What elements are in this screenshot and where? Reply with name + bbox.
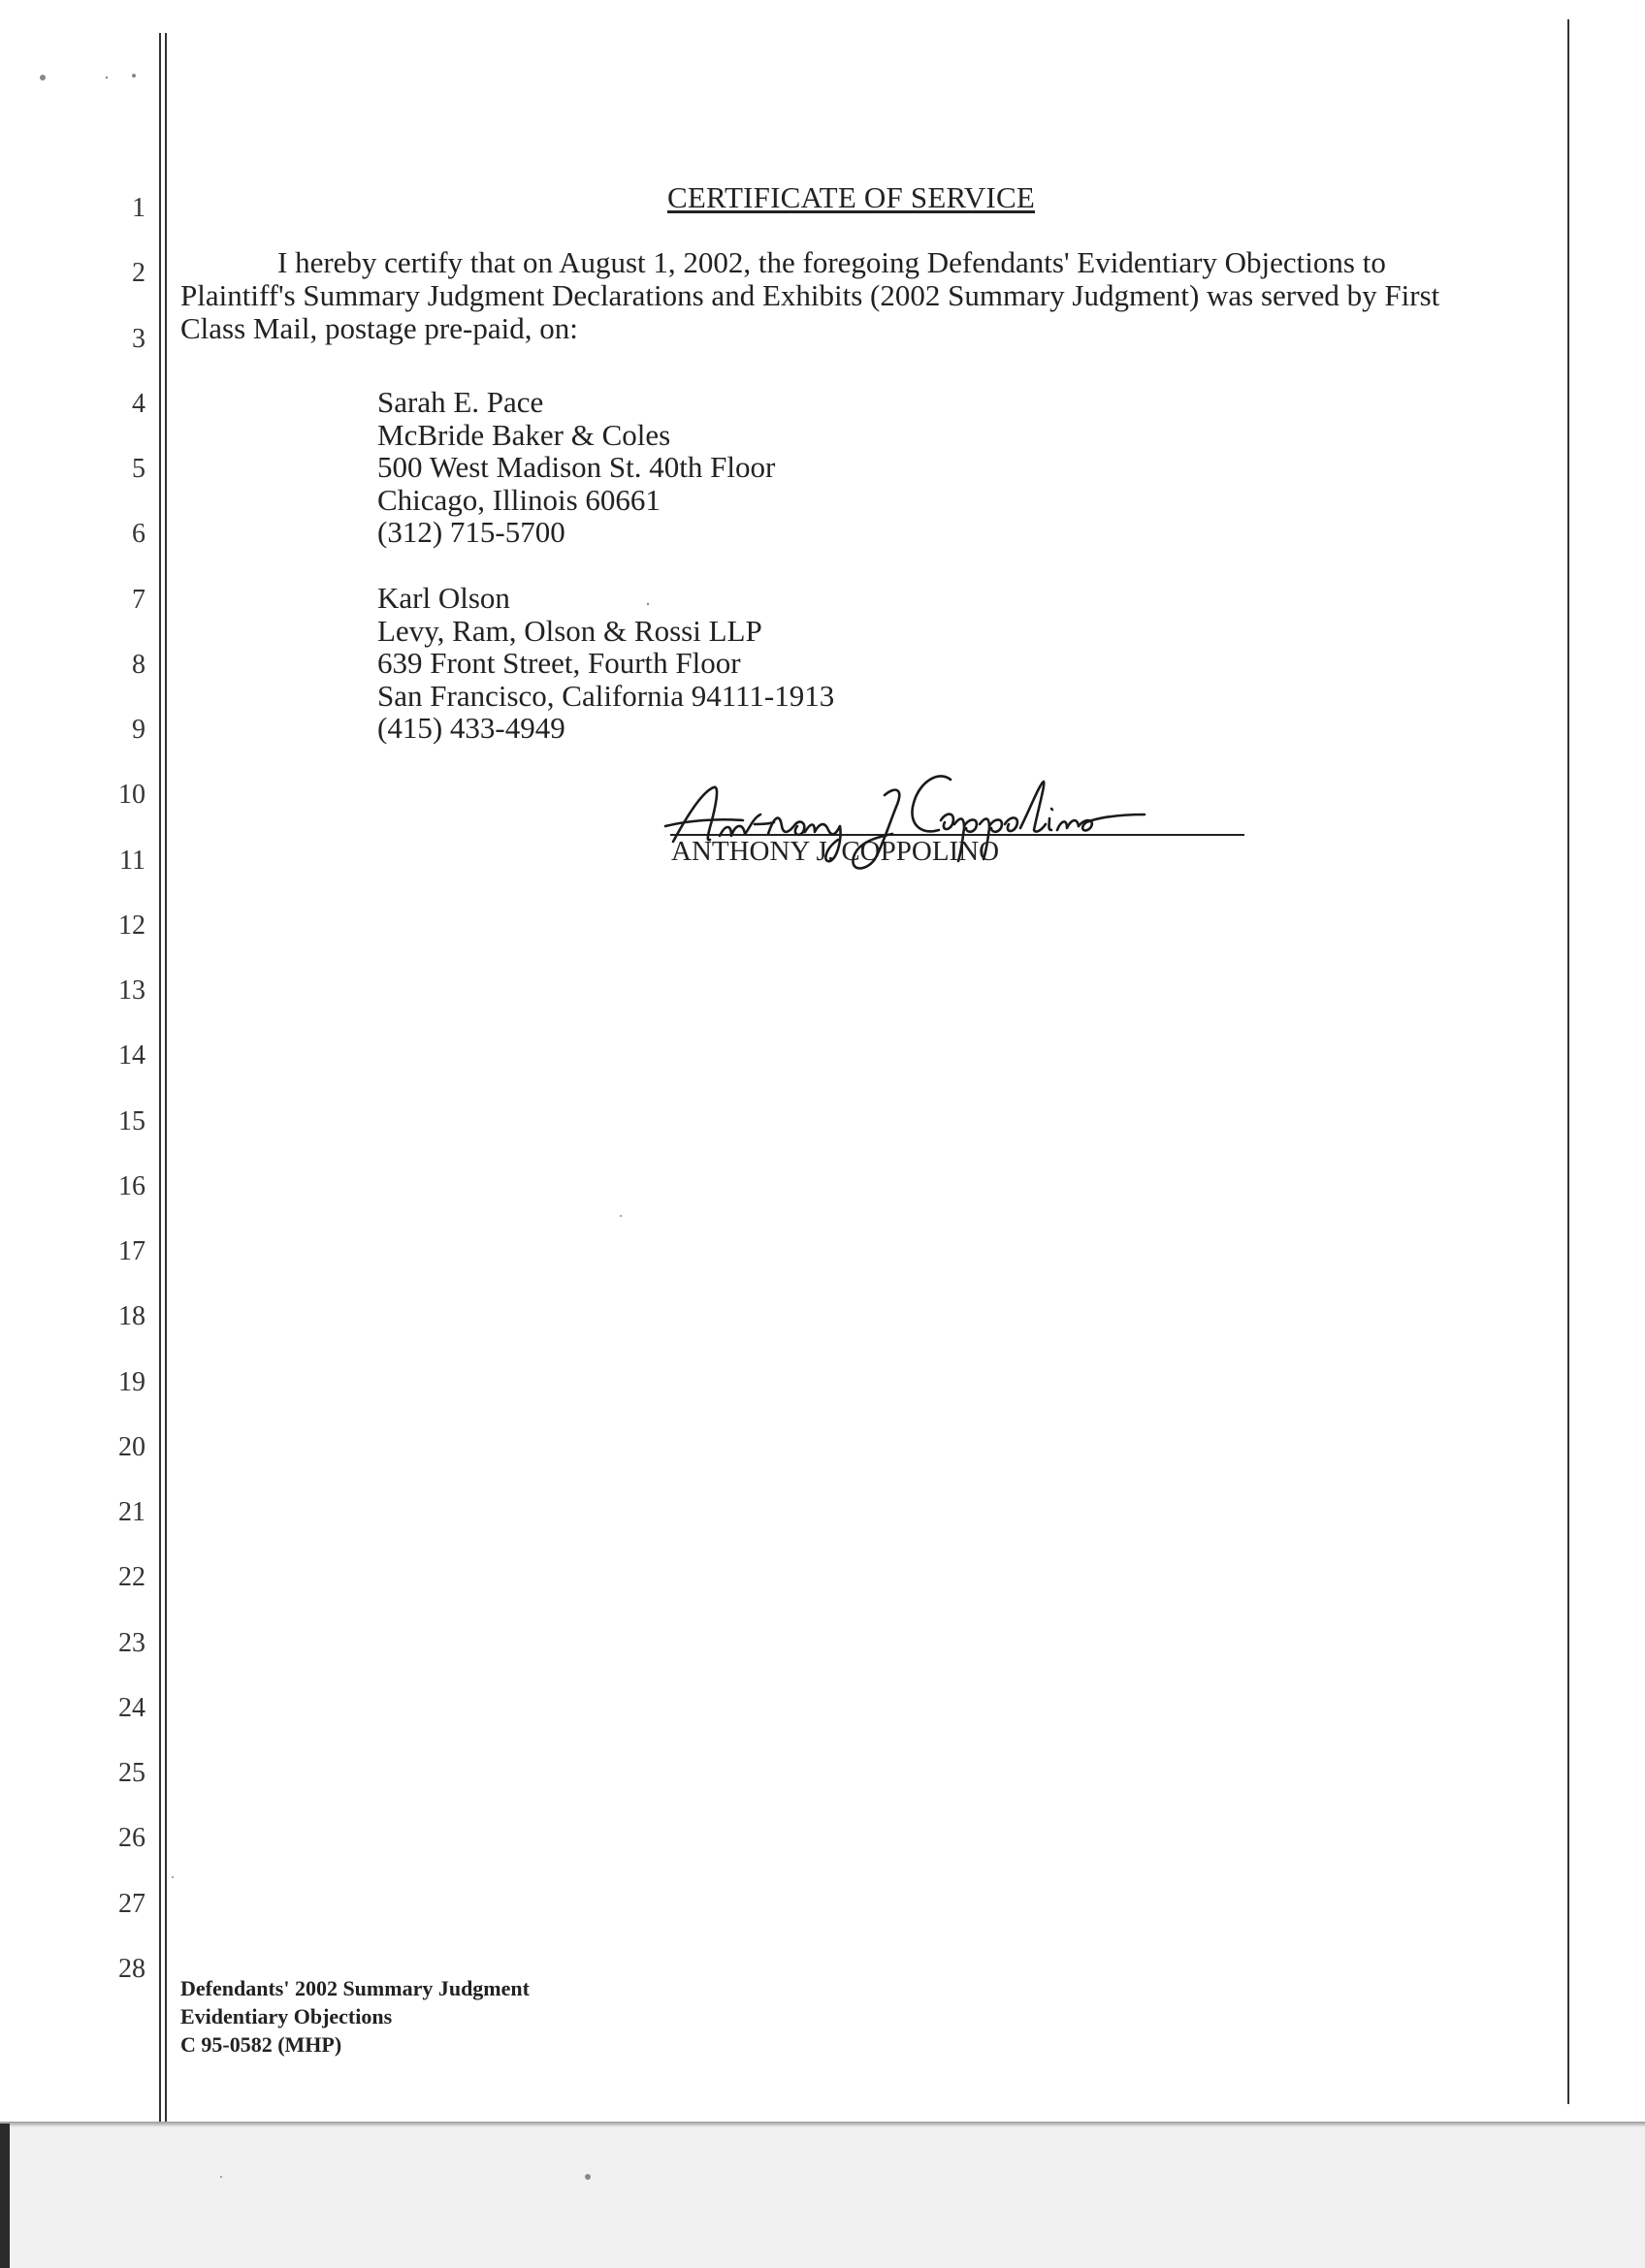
signer-name: ANTHONY J. COPPOLINO xyxy=(671,836,1000,867)
line-number: 15 xyxy=(118,1106,145,1136)
recipient-street: 500 West Madison St. 40th Floor xyxy=(377,450,776,484)
line-number: 25 xyxy=(118,1758,145,1788)
scan-background-strip xyxy=(0,2124,10,2268)
body-line: I hereby certify that on August 1, 2002, the foregoing Defendants' Evidentiary Objections to xyxy=(277,245,1386,279)
line-number: 16 xyxy=(118,1171,145,1201)
line-number: 21 xyxy=(118,1497,145,1527)
footer-line: C 95-0582 (MHP) xyxy=(180,2032,342,2057)
body-line: Class Mail, postage pre-paid, on: xyxy=(180,311,578,345)
line-number: 10 xyxy=(118,780,145,810)
line-number: 14 xyxy=(118,1040,145,1070)
line-number: 28 xyxy=(118,1954,145,1984)
right-margin-rule xyxy=(1567,19,1569,2104)
line-number: 18 xyxy=(118,1301,145,1331)
line-number: 5 xyxy=(132,454,145,484)
line-number: 13 xyxy=(118,975,145,1006)
recipient-name: Karl Olson xyxy=(377,581,510,615)
recipient-address-block xyxy=(377,386,775,549)
recipient-phone: (415) 433-4949 xyxy=(377,711,565,745)
recipient-name: Sarah E. Pace xyxy=(377,385,544,419)
line-number: 12 xyxy=(118,910,145,941)
left-margin-rule-inner xyxy=(165,33,167,2124)
line-number: 2 xyxy=(132,258,145,288)
line-number: 22 xyxy=(118,1562,145,1592)
handwritten-signature xyxy=(660,756,1242,882)
line-number: 27 xyxy=(118,1889,145,1919)
certificate-title: CERTIFICATE OF SERVICE xyxy=(667,180,1035,214)
line-number: 8 xyxy=(132,650,145,680)
line-number: 7 xyxy=(132,585,145,615)
line-number: 17 xyxy=(118,1236,145,1266)
line-number: 26 xyxy=(118,1823,145,1853)
recipient-phone: (312) 715-5700 xyxy=(377,515,565,549)
line-number: 20 xyxy=(118,1432,145,1462)
left-margin-rule-outer xyxy=(159,33,161,2124)
line-number: 4 xyxy=(132,389,145,419)
body-line: Plaintiff's Summary Judgment Declarations and Exhibits (2002 Summary Judgment) was served by First xyxy=(180,278,1440,312)
recipient-city: Chicago, Illinois 60661 xyxy=(377,482,661,517)
line-number: 19 xyxy=(118,1367,145,1397)
line-number: 6 xyxy=(132,519,145,549)
recipient-street: 639 Front Street, Fourth Floor xyxy=(377,646,741,680)
recipient-city: San Francisco, California 94111-1913 xyxy=(377,678,835,713)
page-edge-shadow xyxy=(0,2122,1645,2127)
recipient-address-block xyxy=(377,582,834,745)
line-number: 24 xyxy=(118,1693,145,1723)
line-number: 23 xyxy=(118,1628,145,1658)
certificate-body xyxy=(180,246,1558,345)
line-number: 1 xyxy=(132,193,145,223)
document-footer xyxy=(180,1974,530,2059)
recipient-firm: McBride Baker & Coles xyxy=(377,417,671,452)
footer-line: Evidentiary Objections xyxy=(180,2004,393,2028)
footer-line: Defendants' 2002 Summary Judgment xyxy=(180,1976,530,2000)
line-number: 3 xyxy=(132,324,145,354)
line-number: 9 xyxy=(132,715,145,745)
line-number: 11 xyxy=(119,846,145,876)
recipient-firm: Levy, Ram, Olson & Rossi LLP xyxy=(377,613,762,648)
